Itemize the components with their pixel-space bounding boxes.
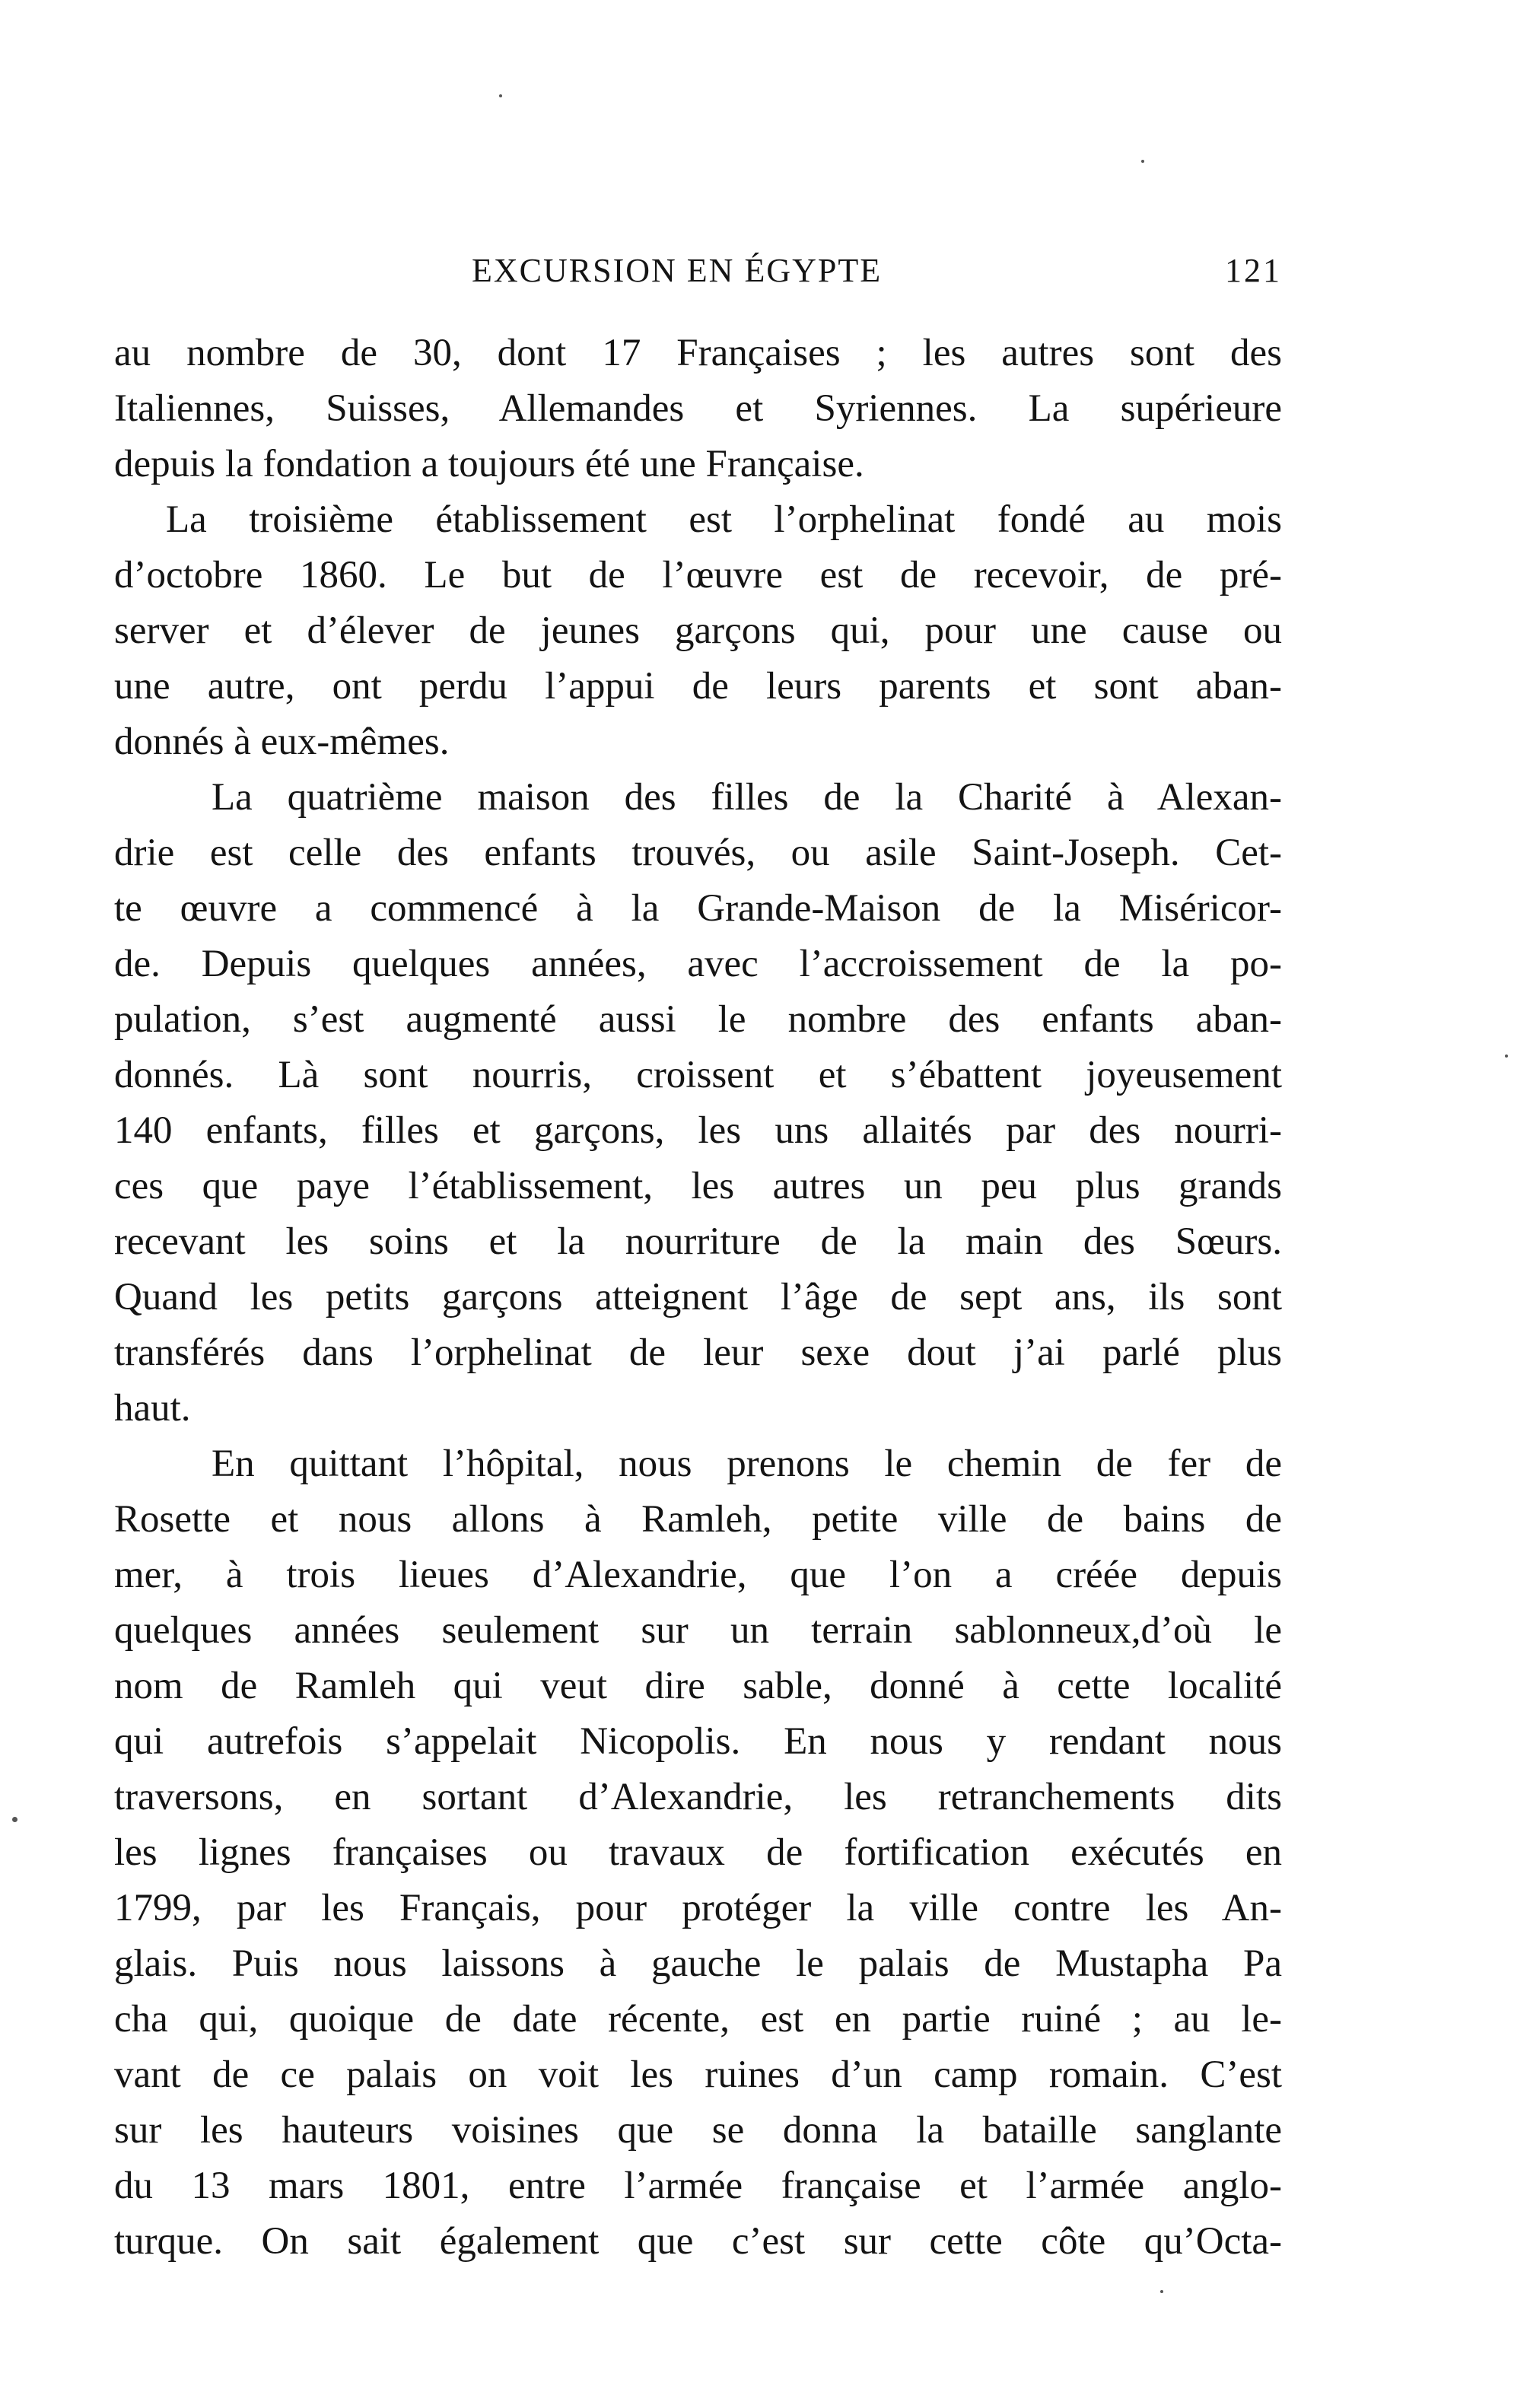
text-line: Rosette et nous allons à Ramleh, petite ville de bains de [114,1498,1282,1541]
running-head [114,251,1282,297]
text-line: drie est celle des enfants trouvés, ou asile Saint-Joseph. Cet- [114,832,1282,874]
text-line: traversons, en sortant d’Alexandrie, les retranchements dits [114,1776,1282,1818]
text-line: te œuvre a commencé à la Grande-Maison de la Miséricor- [114,887,1282,930]
paragraph-start-line: En quittant l’hôpital, nous prenons le chemin de fer de [212,1443,1282,1485]
text-line: au nombre de 30, dont 17 Françaises ; les autres sont des [114,332,1282,374]
text-line: mer, à trois lieues d’Alexandrie, que l’on a créée depuis [114,1554,1282,1596]
text-line: recevant les soins et la nourriture de la main des Sœurs. [114,1220,1282,1263]
text-line: pulation, s’est augmenté aussi le nombre des enfants aban- [114,998,1282,1041]
text-line: cha qui, quoique de date récente, est en partie ruiné ; au le- [114,1998,1282,2041]
text-line: turque. On sait également que c’est sur cette côte qu’Octa- [114,2220,1282,2263]
text-line: d’octobre 1860. Le but de l’œuvre est de recevoir, de pré- [114,554,1282,596]
text-line: depuis la fondation a toujours été une Française. [114,443,864,485]
text-line: quelques années seulement sur un terrain sablonneux,d’où le [114,1609,1282,1652]
text-line: glais. Puis nous laissons à gauche le palais de Mustapha Pa [114,1942,1282,1985]
paper-speck [1160,2290,1163,2293]
text-line: ces que paye l’établissement, les autres un peu plus grands [114,1165,1282,1207]
body-text [114,326,1282,2270]
text-line: transférés dans l’orphelinat de leur sexe dout j’ai parlé plus [114,1331,1282,1374]
paper-speck [1505,1054,1508,1058]
paragraph-start-line: La troisième établissement est l’orphelinat fondé au mois [166,498,1282,541]
text-line: Quand les petits garçons atteignent l’âge de sept ans, ils sont [114,1276,1282,1319]
text-line: Italiennes, Suisses, Allemandes et Syriennes. La supérieure [114,387,1282,430]
text-line: server et d’élever de jeunes garçons qui, pour une cause ou [114,609,1282,652]
paper-speck [499,94,502,97]
paper-speck [1141,160,1144,163]
text-line: une autre, ont perdu l’appui de leurs parents et sont aban- [114,665,1282,708]
running-title: EXCURSION EN ÉGYPTE [472,252,883,289]
text-line: qui autrefois s’appelait Nicopolis. En nous y rendant nous [114,1720,1282,1763]
text-line: donnés. Là sont nourris, croissent et s’ébattent joyeusement [114,1054,1282,1096]
text-line: haut. [114,1387,191,1430]
paper-speck [12,1817,17,1822]
text-line: les lignes françaises ou travaux de fortification exécutés en [114,1831,1282,1874]
text-line: vant de ce palais on voit les ruines d’un camp romain. C’est [114,2053,1282,2096]
text-line: 140 enfants, filles et garçons, les uns allaités par des nourri- [114,1109,1282,1152]
text-line: nom de Ramleh qui veut dire sable, donné à cette localité [114,1665,1282,1707]
text-line: donnés à eux-mêmes. [114,720,450,763]
page-number: 121 [1225,252,1282,289]
paragraph-start-line: La quatrième maison des filles de la Charité à Alexan- [212,776,1282,819]
text-line: de. Depuis quelques années, avec l’accroissement de la po- [114,943,1282,985]
text-line: 1799, par les Français, pour protéger la ville contre les An- [114,1887,1282,1929]
text-line: sur les hauteurs voisines que se donna la bataille sanglante [114,2109,1282,2152]
text-line: du 13 mars 1801, entre l’armée française et l’armée anglo- [114,2165,1282,2207]
